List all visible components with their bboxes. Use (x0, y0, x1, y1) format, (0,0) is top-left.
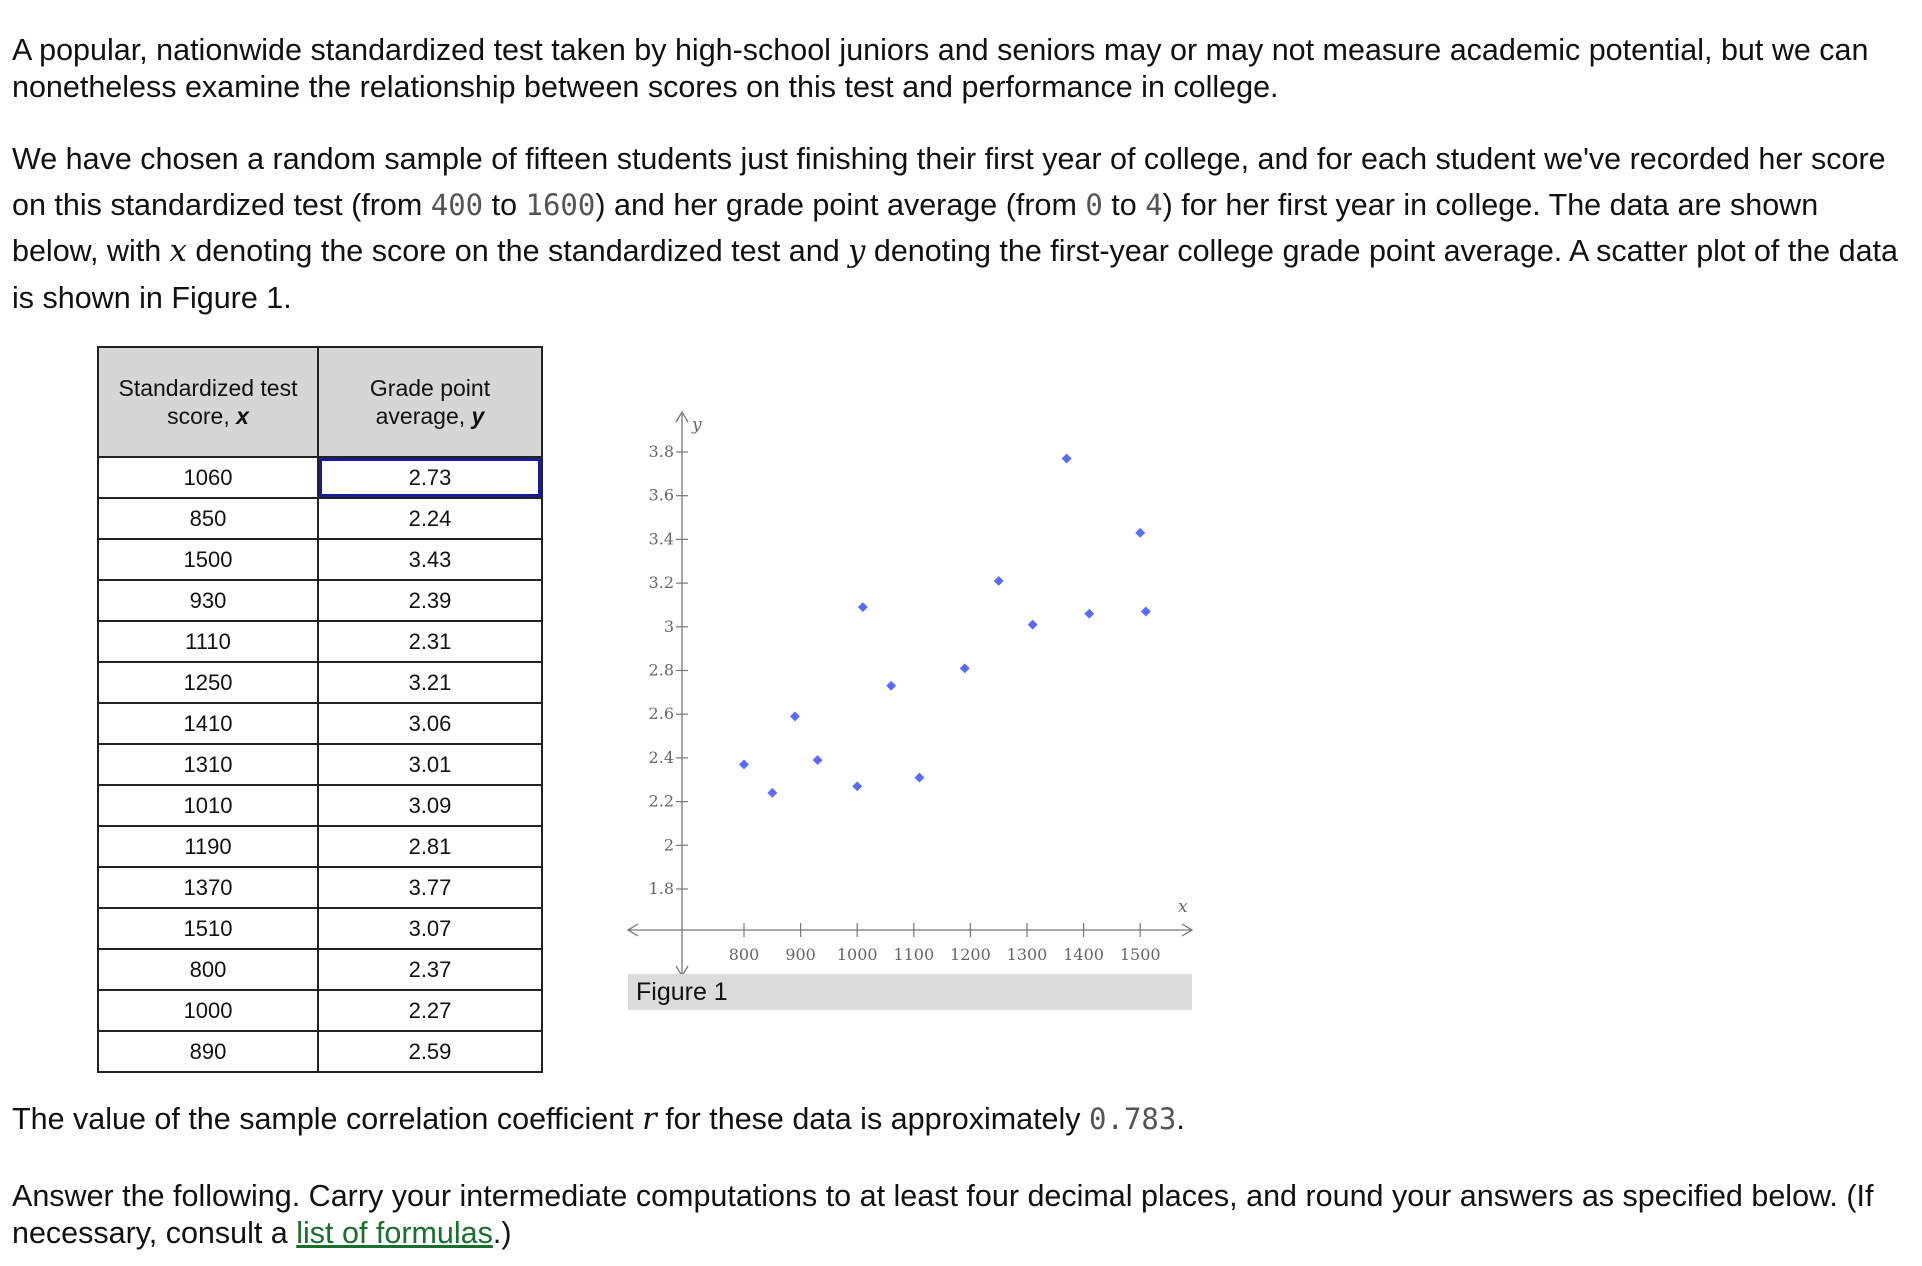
header-var: y (471, 403, 485, 429)
gpa-cell[interactable]: 2.27 (318, 990, 542, 1031)
score-cell: 1000 (98, 990, 318, 1031)
y-tick-label: 1.8 (648, 879, 674, 898)
score-cell: 890 (98, 1031, 318, 1072)
gpa-cell[interactable]: 2.73 (318, 457, 542, 498)
table-row (98, 1031, 542, 1072)
text-segment: We have chosen a random sample of fifteen students just finishing their first year of college, and for each student we've recorded her score on this standardized test (from (12, 142, 1886, 222)
y-tick-label: 3.2 (648, 573, 674, 593)
y-tick-label: 2.4 (648, 747, 674, 767)
gpa-cell[interactable]: 3.06 (318, 703, 542, 744)
table-row (98, 457, 542, 498)
figure-caption: Figure 1 (628, 974, 1192, 1010)
r-variable: r (642, 1102, 657, 1137)
gpa-cell[interactable]: 2.37 (318, 949, 542, 990)
y-tick-label: 3 (663, 616, 674, 636)
table-row (98, 621, 542, 662)
text-segment: . (1176, 1102, 1185, 1136)
data-point (813, 755, 823, 765)
gpa-cell[interactable]: 2.81 (318, 826, 542, 867)
table-row (98, 785, 542, 826)
data-point (852, 781, 862, 791)
score-cell: 850 (98, 498, 318, 539)
data-point (790, 711, 800, 721)
y-tick-label: 2 (663, 835, 674, 855)
data-point (994, 576, 1004, 586)
header-var: x (236, 403, 249, 429)
formulas-link[interactable]: list of formulas (296, 1216, 493, 1250)
data-point (1141, 607, 1151, 617)
score-cell: 1410 (98, 703, 318, 744)
score-cell: 1110 (98, 621, 318, 662)
x-tick-label: 1500 (1119, 945, 1161, 964)
data-point (1084, 609, 1094, 619)
score-cell: 1190 (98, 826, 318, 867)
x-axis-label: x (1178, 897, 1188, 917)
data-point (858, 602, 868, 612)
gpa-cell[interactable]: 2.39 (318, 580, 542, 621)
min-score: 400 (430, 188, 484, 222)
data-point (886, 681, 896, 691)
y-tick-label: 3.4 (648, 529, 674, 549)
table-row (98, 949, 542, 990)
gpa-cell[interactable]: 3.77 (318, 867, 542, 908)
y-tick-label: 2.8 (648, 660, 674, 680)
max-gpa: 4 (1145, 188, 1163, 222)
correlation-value: 0.783 (1089, 1102, 1177, 1136)
table-row (98, 826, 542, 867)
x-tick-label: 1000 (836, 945, 878, 964)
data-point (739, 760, 749, 770)
y-tick-label: 3.6 (648, 485, 674, 505)
gpa-cell[interactable]: 2.24 (318, 498, 542, 539)
text-segment: for these data is approximately (656, 1102, 1090, 1136)
y-tick-label: 2.2 (648, 791, 674, 811)
x-tick-label: 800 (728, 945, 760, 964)
score-cell: 1310 (98, 744, 318, 785)
text-segment: denoting the first-year college grade point average. A scatter plot of the data is shown in Figure 1. (12, 234, 1898, 315)
scatter-plot (620, 400, 1210, 980)
x-tick-label: 1200 (950, 945, 991, 964)
gpa-cell[interactable]: 3.09 (318, 785, 542, 826)
y-axis-label: y (692, 415, 702, 435)
score-cell: 930 (98, 580, 318, 621)
y-tick-label: 3.8 (648, 442, 674, 461)
header-text: Standardized test (118, 375, 298, 401)
score-cell: 1370 (98, 867, 318, 908)
score-cell: 1500 (98, 539, 318, 580)
text-segment: to (483, 188, 526, 222)
intro-paragraph-1: A popular, nationwide standardized test taken by high-school juniors and seniors may or may not measure academic potential, but we can nonetheless examine the relationship between scores on this test and performance in college. (12, 33, 1869, 104)
table-row (98, 703, 542, 744)
x-tick-label: 1100 (893, 945, 935, 964)
data-point (915, 773, 925, 783)
text-segment: .) (492, 1216, 512, 1250)
table-row (98, 867, 542, 908)
score-cell: 800 (98, 949, 318, 990)
data-point (1028, 620, 1038, 630)
table-row (98, 744, 542, 785)
score-cell: 1060 (98, 457, 318, 498)
gpa-cell[interactable]: 3.01 (318, 744, 542, 785)
text-segment: to (1102, 188, 1146, 222)
data-point (767, 788, 777, 798)
header-text: Grade point (369, 375, 491, 401)
table-row (98, 990, 542, 1031)
table-row (98, 580, 542, 621)
y-variable: y (848, 234, 866, 269)
column-header-score (98, 347, 318, 457)
text-segment: denoting the score on the standardized test and (186, 234, 849, 268)
data-point (1135, 528, 1145, 538)
max-score: 1600 (525, 188, 596, 222)
intro-paragraph-2 (12, 136, 1907, 321)
column-header-gpa (318, 347, 542, 457)
x-tick-label: 1300 (1006, 945, 1048, 964)
table-header-row (98, 347, 542, 457)
gpa-cell[interactable]: 3.21 (318, 662, 542, 703)
min-gpa: 0 (1085, 188, 1103, 222)
gpa-cell[interactable]: 3.43 (318, 539, 542, 580)
text-segment: The value of the sample correlation coefficient (12, 1102, 643, 1136)
score-cell: 1250 (98, 662, 318, 703)
table-row (98, 908, 542, 949)
gpa-cell[interactable]: 3.07 (318, 908, 542, 949)
x-variable: x (169, 234, 187, 269)
gpa-cell[interactable]: 2.31 (318, 621, 542, 662)
y-tick-label: 2.6 (648, 704, 674, 724)
result-paragraph (12, 1101, 1907, 1138)
data-point (960, 663, 970, 673)
text-segment: ) for her first year in college. The data are shown below, with (12, 188, 1819, 268)
instructions-paragraph (12, 1178, 1907, 1252)
header-text: score, (167, 403, 237, 429)
table-row (98, 498, 542, 539)
data-table (97, 346, 543, 1073)
data-point (1062, 454, 1072, 464)
header-text: average, (375, 403, 472, 429)
score-cell: 1010 (98, 785, 318, 826)
score-cell: 1510 (98, 908, 318, 949)
gpa-cell[interactable]: 2.59 (318, 1031, 542, 1072)
table-row (98, 539, 542, 580)
text-segment: ) and her grade point average (from (595, 188, 1086, 222)
text-segment: Answer the following. Carry your intermediate computations to at least four decimal places, and round your answers as specified below. (If necessary, consult a (12, 1179, 1874, 1250)
table-row (98, 662, 542, 703)
x-tick-label: 1400 (1063, 945, 1104, 964)
x-tick-label: 900 (785, 945, 816, 964)
